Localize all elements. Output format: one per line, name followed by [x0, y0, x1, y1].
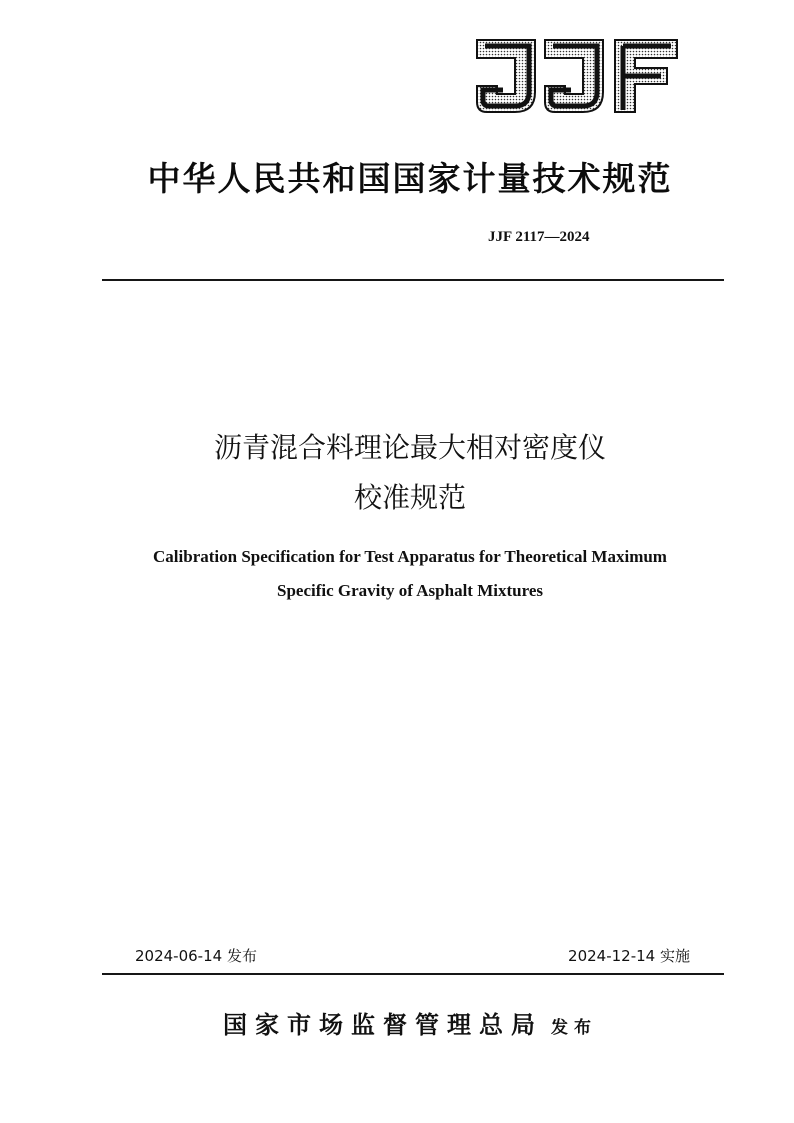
title-en-line2: Specific Gravity of Asphalt Mixtures: [277, 581, 543, 600]
title-cn-line1: 沥青混合料理论最大相对密度仪: [213, 431, 606, 464]
issuer-label: 发布: [551, 1018, 597, 1038]
title-en-line1: Calibration Specification for Test Apparatus for Theoretical Maximum: [153, 547, 667, 566]
title-cn-line2: 校准规范: [353, 481, 466, 514]
publish-date: 2024-06-14 发布: [135, 947, 257, 965]
jjf-logo: [473, 32, 681, 118]
document-title-cn: [120, 423, 700, 523]
implement-date: 2024-12-14 实施: [568, 947, 690, 965]
document-title-en: [110, 540, 710, 608]
bottom-divider: [102, 973, 724, 975]
top-divider: [102, 279, 724, 281]
issuer-name: 国家市场监督管理总局: [223, 1010, 543, 1039]
standard-code: JJF 2117—2024: [488, 229, 590, 245]
issuer: [180, 1005, 640, 1040]
standard-type-title: 中华人民共和国国家计量技术规范: [147, 159, 673, 198]
